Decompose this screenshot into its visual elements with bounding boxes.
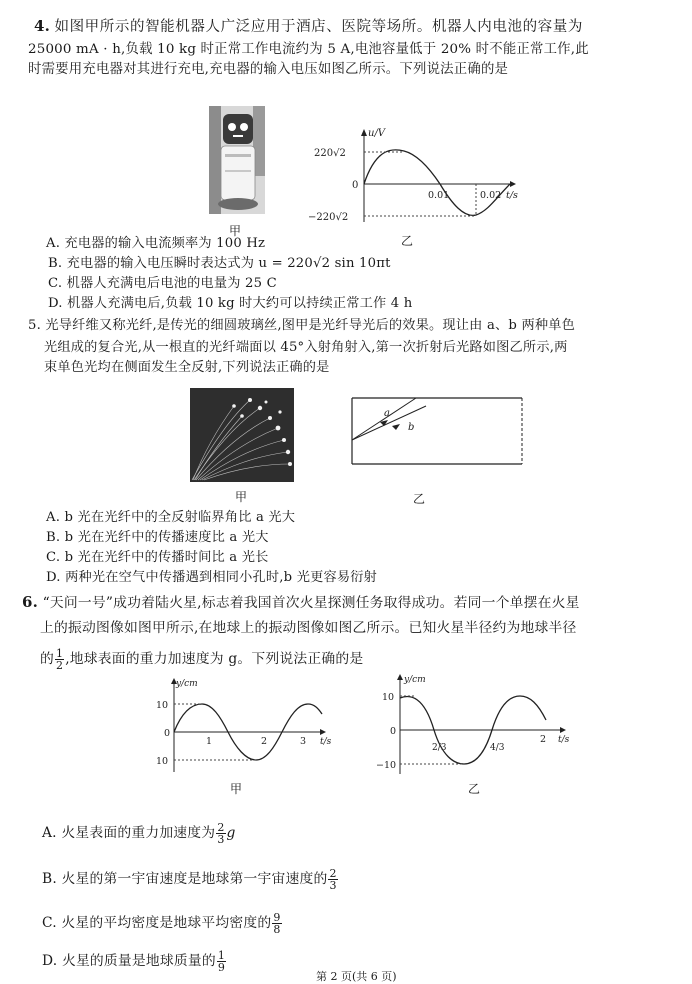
q6-option-d-fraction	[217, 950, 226, 973]
q6-stem-line-1	[22, 594, 580, 611]
q6-option-a-text: A. 火星表面的重力加速度为	[42, 825, 216, 841]
q6b-ytop: 10	[382, 692, 395, 703]
q6-option-c-text: C. 火星的平均密度是地球平均密度的	[42, 915, 272, 931]
q4-robot-photo	[209, 106, 265, 214]
q6b-t2: 4/3	[490, 743, 505, 753]
q6-option-d-den: 9	[217, 961, 226, 974]
q5-ray-a	[352, 398, 416, 440]
q6-option-a-fraction	[216, 822, 225, 845]
q6-option-a-post: g	[226, 825, 236, 841]
robot-image	[209, 106, 265, 214]
q5-stem-text-1: 光导纤维又称光纤,是传光的细圆玻璃丝,图甲是光纤导光后的效果。现让由 a、b 两种单色	[45, 318, 575, 333]
q6b-xlabel: t/s	[558, 735, 570, 745]
q5-fiber-photo	[190, 388, 294, 482]
q6-option-a-num: 2	[217, 821, 225, 834]
q4-xlabel: t/s	[506, 190, 518, 201]
q6-option-c	[42, 912, 283, 935]
q6-option-d-num: 1	[217, 949, 226, 962]
q6b-ybot: −10	[376, 760, 397, 771]
q6a-ylabel: y/cm	[176, 679, 198, 689]
q6-stem-line-3	[40, 648, 363, 671]
q4-t1-label: 0.01	[428, 190, 450, 201]
q4-ypos-label: 220√2	[314, 148, 346, 159]
q5-number: 5.	[28, 318, 41, 333]
q4-number: 4.	[34, 17, 51, 35]
q6-number: 6.	[22, 593, 39, 611]
q4-origin-label: 0	[352, 180, 359, 191]
q4-option-b: B. 充电器的输入电压瞬时表达式为 u = 220√2 sin 10πt	[48, 256, 391, 271]
q6-graph-yi	[374, 670, 584, 780]
q6a-origin: 0	[164, 728, 171, 739]
q6a-xlabel: t/s	[320, 737, 332, 747]
q4-stem-line-1	[34, 18, 583, 36]
q6-option-d-text: D. 火星的质量是地球质量的	[42, 953, 216, 969]
q6-option-a-den: 3	[217, 833, 225, 846]
q6-stem-text-1: “天问一号”成功着陆火星,标志着我国首次火星探测任务取得成功。若同一个单摆在火星	[42, 595, 580, 611]
q6b-t3: 2	[540, 734, 547, 745]
q4-voltage-graph	[300, 126, 530, 226]
q6-option-b-text: B. 火星的第一宇宙速度是地球第一宇宙速度的	[42, 871, 328, 887]
q6a-x-arrow-icon	[320, 729, 326, 735]
q4-option-d: D. 机器人充满电后,负载 10 kg 时大约可以持续正常工作 4 h	[48, 296, 413, 311]
q5-option-c: C. b 光在光纤中的传播时间比 a 光长	[46, 550, 269, 565]
q5-fig-jia-caption: 甲	[235, 490, 248, 504]
q4-sine-curve	[364, 150, 510, 216]
q6b-y-arrow-icon	[397, 674, 403, 680]
q5-fig-yi-caption: 乙	[413, 492, 426, 506]
q4-stem-text-1: 如图甲所示的智能机器人广泛应用于酒店、医院等场所。机器人内电池的容量为	[54, 19, 583, 35]
q6-stem-fraction	[55, 648, 64, 671]
q6-option-c-fraction	[272, 912, 281, 935]
q4-stem-line-2: 25000 mA · h,负载 10 kg 时正常工作电流约为 5 A,电池容量低于 20% 时不能正常工作,此	[28, 42, 589, 57]
q6a-t3: 3	[300, 736, 307, 747]
q6b-t1: 2/3	[432, 743, 447, 753]
q4-x-arrow-icon	[510, 181, 516, 187]
q4-t2-label: 0.02	[480, 190, 502, 201]
q6-fig-yi-caption: 乙	[468, 782, 481, 796]
q4-stem-line-3: 时需要用充电器对其进行充电,充电器的输入电压如图乙所示。下列说法正确的是	[28, 62, 509, 77]
q6-option-b	[42, 868, 339, 891]
q6-option-d	[42, 950, 227, 973]
q6b-x-arrow-icon	[560, 727, 566, 733]
q5-fiber-diagram	[350, 394, 530, 474]
q5-label-a: a	[384, 408, 390, 419]
q4-fig-jia-caption: 甲	[229, 224, 242, 238]
q6b-ylabel: y/cm	[404, 675, 426, 685]
q6-stem-text-3-pre: 的	[40, 651, 54, 667]
q5-stem-line-3: 束单色光均在侧面发生全反射,下列说法正确的是	[44, 360, 330, 375]
q6a-t1: 1	[206, 736, 213, 747]
q6-stem-frac-den: 2	[56, 659, 64, 672]
q5-option-a: A. b 光在光纤中的全反射临界角比 a 光大	[46, 510, 296, 525]
q5-option-b: B. b 光在光纤中的传播速度比 a 光大	[46, 530, 269, 545]
page-footer: 第 2 页(共 6 页)	[316, 970, 397, 983]
q4-option-a: A. 充电器的输入电流频率为 100 Hz	[46, 236, 266, 251]
q6-fig-jia-caption: 甲	[230, 782, 243, 796]
q5-stem-line-1	[28, 318, 575, 334]
q4-y-arrow-icon	[361, 129, 367, 136]
q6-stem-text-3-post: ,地球表面的重力加速度为 g。下列说法正确的是	[65, 651, 364, 667]
q6a-t2: 2	[261, 736, 268, 747]
q6-option-c-den: 8	[273, 923, 281, 936]
q4-ylabel: u/V	[368, 128, 386, 139]
q6a-ybot: 10	[156, 756, 169, 767]
q6-option-a	[42, 822, 236, 845]
q4-option-c: C. 机器人充满电后电池的电量为 25 C	[48, 276, 277, 291]
q4-yneg-label: −220√2	[308, 212, 349, 223]
q6-graph-jia	[148, 676, 348, 776]
q4-fig-yi-caption: 乙	[401, 234, 414, 248]
q6-option-b-num: 2	[329, 867, 337, 880]
q5-stem-line-2: 光组成的复合光,从一根直的光纤端面以 45°入射角射入,第一次折射后光路如图乙所示,两	[44, 340, 568, 355]
q6-option-c-num: 9	[273, 911, 281, 924]
q5-label-b: b	[408, 422, 415, 433]
q6-stem-line-2: 上的振动图像如图甲所示,在地球上的振动图像如图乙所示。已知火星半径约为地球半径	[40, 620, 577, 636]
q6-option-b-fraction	[328, 868, 337, 891]
q6b-origin: 0	[390, 726, 397, 737]
q6-stem-frac-num: 1	[56, 647, 64, 660]
q6-option-b-den: 3	[329, 879, 337, 892]
q6a-ytop: 10	[156, 700, 169, 711]
q5-option-d: D. 两种光在空气中传播遇到相同小孔时,b 光更容易衍射	[46, 570, 378, 585]
q5-arrow-b-icon	[392, 424, 400, 430]
